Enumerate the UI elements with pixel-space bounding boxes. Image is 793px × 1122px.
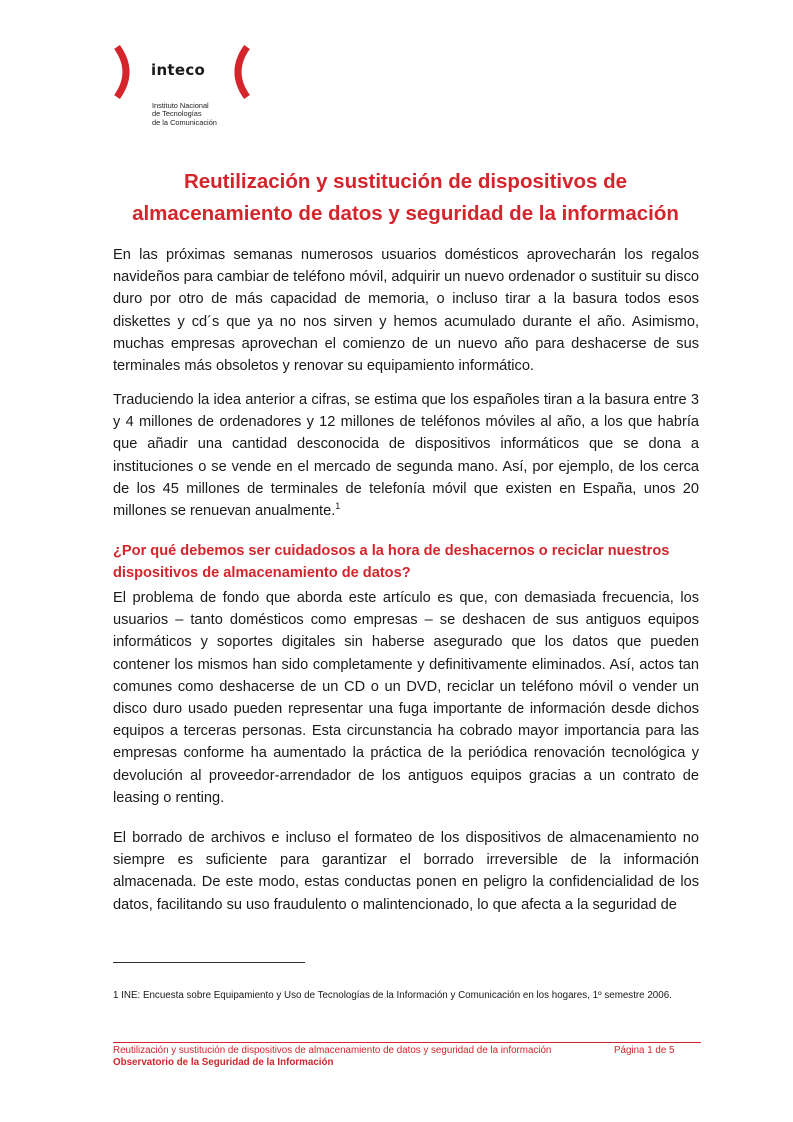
paragraph: El problema de fondo que aborda este artículo es que, con demasiada frecuencia, los usuarios – tanto domésticos como empresas – se deshacen de sus antiguos equipos informáticos y soportes digitales sin haberse asegurado que los datos que pueden contener los mismos han sido completamente y definitivamente eliminados. Así, actos tan comunes como deshacerse de un CD o un DVD, reciclar un teléfono móvil o vender un disco duro usado pueden representar una fuga importante de información desde dichos equipos a terceras personas. Esta circunstancia ha cobrado mayor importancia para las empresas conforme ha aumentado la práctica de la periódica renovación tecnológica y devolución al proveedor-arrendador de los antiguos equipos gracias a un contrato de leasing o renting. [113, 590, 699, 806]
section-heading: ¿Por qué debemos ser cuidadosos a la hora de deshacernos o reciclar nuestros dispositivos de almacenamiento de datos? [113, 543, 670, 581]
paragraph [113, 389, 699, 522]
paragraph-text: Traduciendo la idea anterior a cifras, se estima que los españoles tiran a la basura entre 3 y 4 millones de ordenadores y 12 millones de teléfonos móviles al año, a los que habría que añadir una cantidad desconocida de dispositivos informáticos que se dona a instituciones o se vende en el mercado de segunda mano. Así, por ejemplo, de los cerca de los 45 millones de terminales de telefonía móvil que existen en España, unos 20 millones se renuevan anualmente. [113, 392, 699, 520]
footer-divider [113, 1042, 701, 1043]
logo-subtitle-line: Instituto Nacional [152, 101, 209, 110]
logo-wordmark: inteco [151, 61, 206, 79]
footer-observatory: Observatorio de la Seguridad de la Información [113, 1057, 334, 1068]
document-title-line: almacenamiento de datos y seguridad de la información [132, 202, 679, 225]
logo-subtitle [152, 102, 217, 127]
paragraph: El borrado de archivos e incluso el formateo de los dispositivos de almacenamiento no siempre es suficiente para garantizar el borrado irreversible de la información almacenada. De este modo, estas conductas ponen en peligro la confidencialidad de los datos, facilitando su uso fraudulento o malintencionado, lo que afecta a la seguridad de [113, 830, 699, 913]
logo-subtitle-line: de Tecnologías [152, 109, 202, 119]
page-number: Página 1 de 5 [614, 1045, 675, 1056]
inteco-logo [113, 44, 253, 134]
footnote-separator [113, 962, 305, 963]
footnote: 1 INE: Encuesta sobre Equipamiento y Uso de Tecnologías de la Información y Comunicación en los hogares, 1º semestre 2006. [113, 990, 672, 1001]
footer-doc-title: Reutilización y sustitución de dispositivos de almacenamiento de datos y seguridad de la información [113, 1045, 552, 1056]
logo-bracket-left-icon [113, 44, 139, 100]
document-title-line: Reutilización y sustitución de dispositivos de [183, 170, 628, 193]
document-title [112, 166, 699, 230]
logo-bracket-right-icon [225, 44, 251, 100]
footer-doc-line [113, 1045, 701, 1057]
logo-subtitle-line: de la Comunicación [152, 117, 217, 127]
footnote-reference[interactable]: 1 [335, 501, 341, 512]
paragraph: En las próximas semanas numerosos usuarios domésticos aprovecharán los regalos navideños para cambiar de teléfono móvil, adquirir un nuevo ordenador o sustituir su disco duro por otro de más capacidad de memoria, o incluso tirar a la basura todos esos diskettes y cd´s que ya no nos sirven y hemos acumulado durante el año. Asimismo, muchas empresas aprovechan el comienzo de un nuevo año para deshacerse de sus terminales más obsoletos y renovar su equipamiento informático. [113, 247, 699, 375]
